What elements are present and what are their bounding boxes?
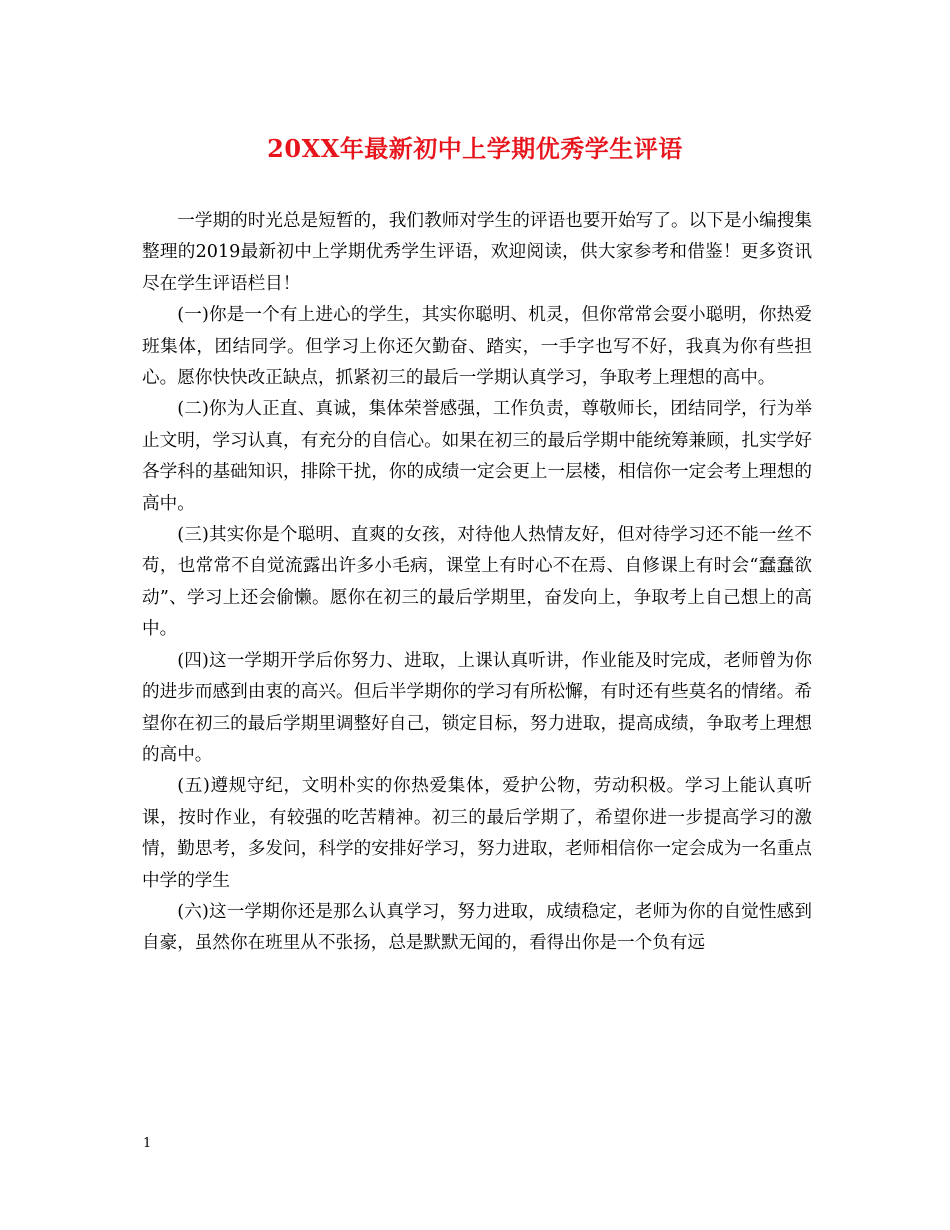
paragraph-intro: 一学期的时光总是短暂的，我们教师对学生的评语也要开始写了。以下是小编搜集整理的2019最新初中上学期优秀学生评语，欢迎阅读，供大家参考和借鉴！更多资讯尽在学生评语栏目！ (142, 211, 812, 294)
paragraph-comment-6: (六)这一学期你还是那么认真学习，努力进取，成绩稳定，老师为你的自觉性感到自豪，虽然你在班里从不张扬，总是默默无闻的，看得出你是一个负有远 (142, 901, 812, 954)
document-title: 20XX年最新初中上学期优秀学生评语 (267, 134, 683, 163)
paragraph-comment-3: (三)其实你是个聪明、直爽的女孩，对待他人热情友好，但对待学习还不能一丝不苟，也常常不自觉流露出许多小毛病，课堂上有时心不在焉、自修课上有时会“蠢蠢欲动”、学习上还会偷懒。愿你在初三的最后学期里，奋发向上，争取考上自己想上的高中。 (142, 525, 812, 640)
document-body (142, 206, 812, 960)
paragraph-comment-5: (五)遵规守纪，文明朴实的你热爱集体，爱护公物，劳动积极。学习上能认真听课，按时作业，有较强的吃苦精神。初三的最后学期了，希望你进一步提高学习的激情，勤思考，多发问，科学的安排好学习，努力进取，老师相信你一定会成为一名重点中学的学生 (142, 776, 812, 891)
paragraph-comment-2: (二)你为人正直、真诚，集体荣誉感强，工作负责，尊敬师长，团结同学，行为举止文明，学习认真，有充分的自信心。如果在初三的最后学期中能统筹兼顾，扎实学好各学科的基础知识，排除干扰，你的成绩一定会更上一层楼，相信你一定会考上理想的高中。 (142, 399, 812, 514)
page-number: 1 (143, 1136, 152, 1151)
paragraph-comment-4: (四)这一学期开学后你努力、进取，上课认真听讲，作业能及时完成，老师曾为你的进步而感到由衷的高兴。但后半学期你的学习有所松懈，有时还有些莫名的情绪。希望你在初三的最后学期里调整好自己，锁定目标，努力进取，提高成绩，争取考上理想的高中。 (142, 650, 812, 765)
paragraph-comment-1: (一)你是一个有上进心的学生，其实你聪明、机灵，但你常常会耍小聪明，你热爱班集体，团结同学。但学习上你还欠勤奋、踏实，一手字也写不好，我真为你有些担心。愿你快快改正缺点，抓紧初三的最后一学期认真学习，争取考上理想的高中。 (142, 305, 812, 389)
